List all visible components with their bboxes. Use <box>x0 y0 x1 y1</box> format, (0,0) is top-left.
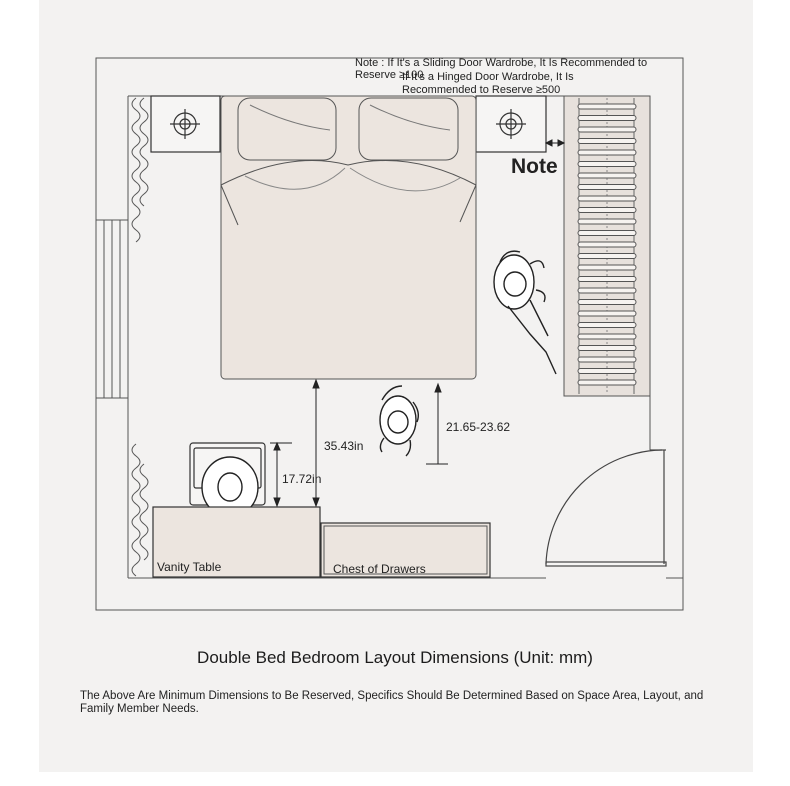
hanger <box>578 208 636 213</box>
hanger <box>578 334 636 339</box>
window <box>96 220 128 398</box>
chest-of-drawers-label: Chest of Drawers <box>333 562 426 576</box>
vanity-table-label: Vanity Table <box>157 560 222 574</box>
diagram-description: The Above Are Minimum Dimensions to Be Reserved, Specifics Should Be Determined Based on Space Area, Layout, and Family Member Needs. <box>80 690 704 715</box>
hanger <box>578 242 636 247</box>
hanger <box>578 357 636 362</box>
double-bed <box>221 96 476 379</box>
person-walking-right <box>494 251 556 374</box>
hanger <box>578 104 636 109</box>
hanger <box>578 116 636 121</box>
hanger <box>578 265 636 270</box>
hanger <box>578 311 636 316</box>
dimension-bed-to-vanity: 35.43in <box>324 439 364 453</box>
note-label: Note <box>511 155 558 178</box>
curtain-bottom <box>132 444 148 576</box>
hanger <box>578 231 636 236</box>
hanger <box>578 150 636 155</box>
hanger <box>578 369 636 374</box>
hanger <box>578 254 636 259</box>
nightstand-right <box>476 96 546 152</box>
hanger <box>578 127 636 132</box>
hanger <box>578 346 636 351</box>
note-hinged-wardrobe: If It's a Hinged Door Wardrobe, It Is Recommended to Reserve ≥500 <box>402 71 574 96</box>
curtain-top <box>132 98 148 242</box>
hanger <box>578 139 636 144</box>
hanger <box>578 288 636 293</box>
hanger <box>578 162 636 167</box>
hanger <box>578 380 636 385</box>
nightstand-left <box>151 96 220 152</box>
dimension-chair-clearance: 17.72in <box>282 472 322 486</box>
hanger <box>578 196 636 201</box>
hanger <box>578 219 636 224</box>
door <box>546 450 666 566</box>
hanger <box>578 173 636 178</box>
hanger <box>578 277 636 282</box>
hanger <box>578 185 636 190</box>
hanger <box>578 300 636 305</box>
person-walking-center <box>380 386 418 456</box>
hanger <box>578 323 636 328</box>
dimension-aisle-width: 21.65-23.62 <box>446 420 511 434</box>
note-sliding-wardrobe: Note : If It's a Sliding Door Wardrobe, It Is Recommended to Reserve ≥100 <box>355 57 648 81</box>
diagram-title: Double Bed Bedroom Layout Dimensions (Unit: mm) <box>197 648 593 667</box>
